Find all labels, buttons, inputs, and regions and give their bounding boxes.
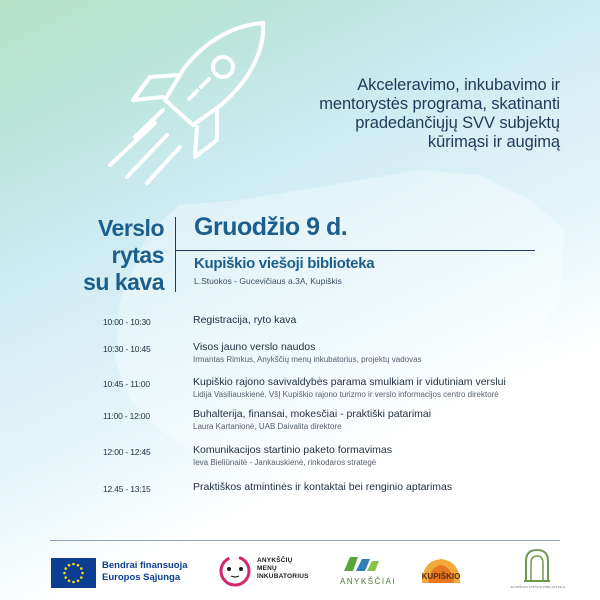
library-text: KUPIŠKIO VIEŠOJI BIBLIOTEKA (510, 585, 566, 589)
schedule-activity: Visos jauno verslo naudos (193, 341, 316, 353)
schedule-list (103, 314, 573, 501)
schedule-row (103, 481, 573, 501)
schedule-speaker: Ieva Bieliūnaitė - Jankauskienė, rinkodaros strategė (193, 458, 377, 467)
event-date: Gruodžio 9 d. (194, 213, 348, 241)
vertical-divider (175, 217, 176, 292)
schedule-row (103, 444, 573, 481)
schedule-time: 11:00 - 12:00 (103, 411, 150, 421)
event-address: L.Stuokos - Gucevičiaus a.3A, Kupiškis (194, 276, 342, 286)
schedule-row (103, 314, 573, 341)
art-incubator-line-1: ANYKŠČIŲ (257, 557, 293, 564)
schedule-activity: Buhalterija, finansai, mokesčiai - praktiški patarimai (193, 408, 432, 420)
schedule-speaker: Irmantas Rimkus, Anykščių menų inkubatorius, projektų vadovas (193, 355, 422, 364)
eu-funding-line-2: Europos Sąjunga (102, 572, 181, 583)
event-venue: Kupiškio viešoji biblioteka (194, 255, 375, 272)
kupiskio-logo-text: KUPIŠKIO (421, 572, 461, 581)
schedule-speaker: Lidija Vasiliauskienė, VšĮ Kupiškio rajono turizmo ir verslo informacijos centro direktorė (193, 390, 499, 399)
event-title-line-1: Verslo (97, 215, 164, 241)
schedule-time: 10:30 - 10:45 (103, 344, 151, 354)
art-incubator-line-3: INKUBATORIUS (257, 573, 309, 580)
eu-funding-text (102, 560, 188, 584)
art-incubator-logo-icon (218, 554, 252, 588)
schedule-activity: Registracija, ryto kava (193, 314, 297, 326)
schedule-time: 10:00 - 10:30 (103, 317, 151, 327)
schedule-activity: Praktiškos atmintinės ir kontaktai bei renginio aptarimas (193, 481, 453, 493)
art-incubator-text (257, 557, 309, 581)
rocket-icon (105, 15, 275, 200)
anyksciai-logo-icon (340, 553, 382, 575)
schedule-activity: Komunikacijos startinio paketo formavimas (193, 444, 392, 456)
eu-funding-line-1: Bendrai finansuoja (102, 560, 188, 571)
event-title-line-2: rytas (111, 242, 164, 268)
schedule-time: 12.45 - 13:15 (103, 484, 151, 494)
library-logo-icon (522, 547, 552, 583)
anyksciai-text: ANYKŠČIAI (340, 577, 397, 586)
schedule-time: 12:00 - 12:45 (103, 447, 151, 457)
schedule-activity: Kupiškio rajono savivaldybės parama smulkiam ir vidutiniam verslui (193, 376, 506, 388)
schedule-row (103, 408, 573, 444)
program-tagline: Akceleravimo, inkubavimo ir mentorystės programa, skatinanti pradedančiųjų SVV subjektų kūrimąsi ir augimą (319, 76, 560, 151)
schedule-row (103, 376, 573, 408)
schedule-speaker: Laura Kartanionė, UAB Daivalita direktore (193, 422, 342, 431)
schedule-time: 10:45 - 11:00 (103, 379, 150, 389)
footer-divider (50, 540, 560, 541)
event-title-line-3: su kava (83, 269, 164, 295)
eu-flag-icon (51, 558, 96, 588)
kupiskio-logo-icon (418, 553, 464, 589)
horizontal-divider (175, 250, 535, 251)
art-incubator-line-2: MENŲ (257, 565, 277, 572)
event-title (60, 215, 164, 296)
schedule-row (103, 341, 573, 376)
